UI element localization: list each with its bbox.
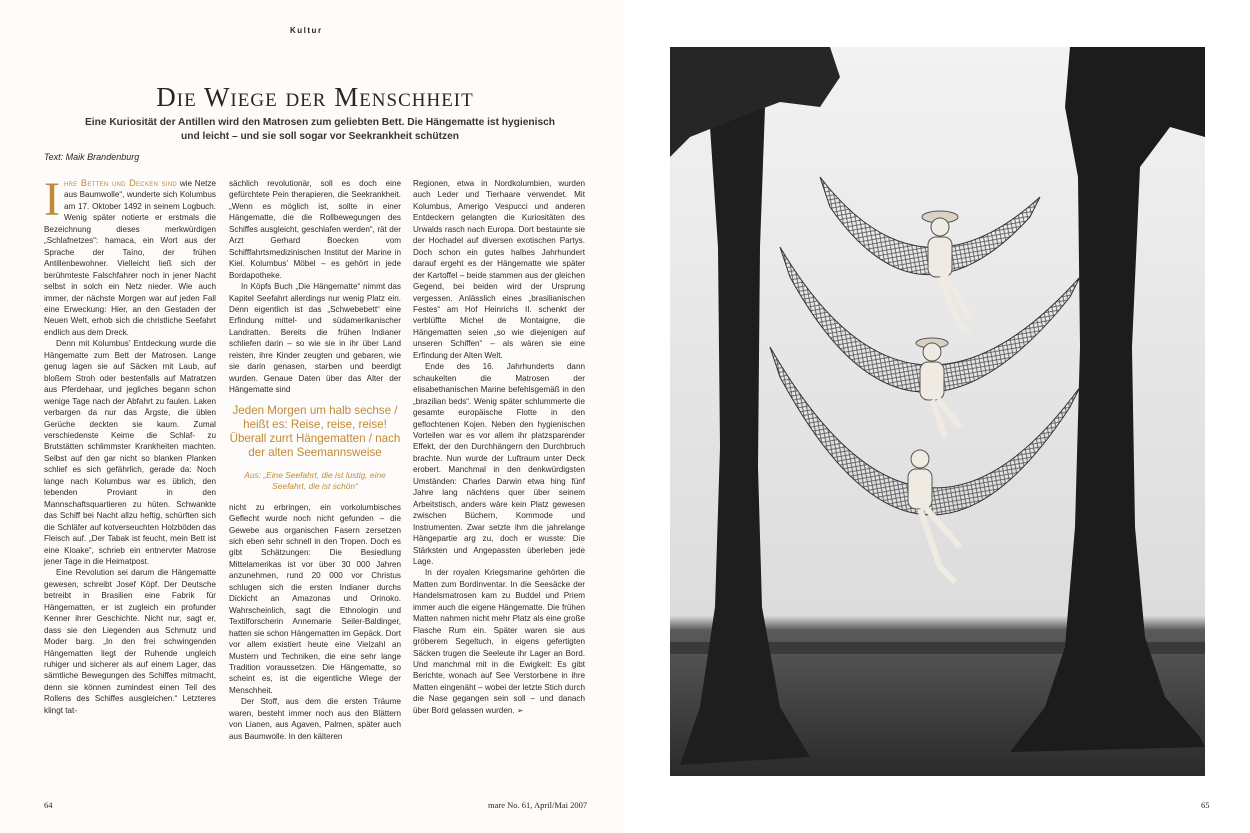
issue-line: mare No. 61, April/Mai 2007 <box>488 800 588 810</box>
article-title: Die Wiege der Menschheit <box>156 82 474 112</box>
paragraph: sächlich revolutionär, soll es doch eine gefürchtete Pein therapieren, die Seekrankheit. „Wenn es möglich ist, sollte in einer Hängematte, die die Rollbewegungen des Schiffes ausgleicht, geschlafen werden“, rät der Arzt Gerhard Boecken vom Schifffahrtsmedizinischen Institut der Marine in Kiel. Kolumbus’ Möbel – es gehört in jede Bordapotheke. <box>229 179 401 280</box>
hammock-photo <box>670 47 1205 776</box>
pull-quote: Jeden Morgen um halb sechse / heißt es: Reise, reise, reise! Überall zurrt Hängematten / nach der alten Seemannsweise <box>229 403 401 459</box>
paragraph: nicht zu erbringen, ein vorkolumbisches Geflecht wurde noch nicht gefunden – die Gewebe aus organischen Fasern zersetzen sich eben sehr schnell in den Tropen. Doch es gibt Schätzungen: Die Besiedlung Mittelamerikas ist vor über 30 000 Jahren anzunehmen, rund 20 000 vor Christus schlugen sich die ersten Indianer durchs Dickicht an Amazonas und Orinoko. Wahrscheinlich, sagt die Ethnologin und Textilforscherin Annemarie Seiler-Baldinger, hatten sie schon Hängematten im Gepäck. Dort vor allem existiert heute eine Vielzahl an Mustern und Techniken, die eine sehr lange Tradition voraussetzen. Die Hängematte, so scheint es, ist die eigentliche Wiege der Menschheit. <box>229 502 401 695</box>
right-page <box>625 0 1250 833</box>
paragraph: Denn mit Kolumbus’ Entdeckung wurde die Hängematte zum Bett der Matrosen. Lange genug lagen sie auf Säcken mit Laub, auf bloßem Stroh oder bestenfalls auf Matratzen aus Pferdehaar, und jegliches begann schon wenige Tage nach der Abfahrt zu faulen. Laken verbargen da nur das Ärgste, die üblen Gerüche deckten sie kaum. Zumal verschiedenste Keime die Schlaf- zu Brutstätten schlimmster Krankheiten machten. Selbst auf den gar nicht so blanken Planken schlief es sich gefährlich, gerade da: Noch lange nach Kolumbus war es üblich, den lebenden Proviant in den Mannschaftsquartieren zu hüten. Schwankte das Schiff bei Nacht allzu heftig, schürften sich die Schläfer auf kotverseuchten Holzböden das Fleisch auf. „Der Tabak ist feucht, mein Bett ist eine Kloake“, schrieb ein entnervter Matrose jener Tage in die Heimatpost. <box>44 339 216 566</box>
page-number-right: 65 <box>1201 800 1210 810</box>
author-line: Text: Maik Brandenburg <box>44 152 140 162</box>
paragraph: Der Stoff, aus dem die ersten Träume waren, besteht immer noch aus den Blättern von Lianen, aus Agaven, Palmen, später auch aus Baumwolle. In den kälteren <box>229 697 401 741</box>
drop-cap: I <box>44 173 60 226</box>
paragraph: Ihre Betten und Decken sind wie Netze aus Baumwolle“, wunderte sich Kolumbus am 17. Oktober 1492 in seinem Logbuch. Wenig später notierte er erstmals die Bezeichnung dieses merkwürdigen „Schlafnetzes“: hamaca, ein Wort aus der Sprache der Taíno, der frühen Antillenbewohner. Vielleicht ließ sich der berühmteste Falschfahrer noch in jener Nacht selbst in solch ein Netz nieder. Wie auch immer, der nächste Morgen war auf jeden Fall eine Erweckung: Hier, an den Gestaden der Neuen Welt, erhob sich die christliche Seefahrt endlich aus dem Dreck. <box>44 173 216 337</box>
text-column-2 <box>229 178 401 742</box>
pull-quote-source: Aus: „Eine Seefahrt, die ist lustig, eine Seefahrt, die ist schön“ <box>244 469 386 491</box>
paragraph: Ende des 16. Jahrhunderts dann schaukelten die Matrosen der elisabethanischen Marine befehlsgemäß in den „brazilian beds“. Wenig später schlummerte die gesamte europäische Flotte in den geflochtenen Kojen. Neben den hygienischen Vorteilen war es vor allem ihr platzsparender Effekt, der den Durchhängern den Durchbruch brachte. Nun wurde der Luftraum unter Deck erobert. Manchmal in den denkwürdigsten Umständen: Charles Darwin etwa hing fünf Jahre lang nächtens quer über seinem Arbeitstisch, anders wäre kein Platz gewesen zwischen Büchern, Kommode und Instrumenten. Zwar setzte ihm die jahrelange Hängepartie arg zu, doch er wusste: Die Stärksten und Angepassten überleben jede Lage. <box>413 362 585 566</box>
paragraph: Eine Revolution sei darum die Hängematte gewesen, schreibt Josef Köpf. Der Deutsche betreibt in Brasilien eine Fabrik für Hängematten, er ist zugleich ein profunder Kenner ihrer Geschichte. Nicht nur, sagt er, dass sie den Liegenden aus Schmutz und Moder barg. „In den frei schwingenden Hängematten liegt der Ruhende ungleich ruhiger und sicherer als auf einem Lager, das sämtliche Bewegungen des Schiffes mitmacht, denn sie können zumindest einen Teil des Rollens des Schiffes ausgleichen.“ Letzteres klingt tat- <box>44 568 216 715</box>
page-number-left: 64 <box>44 800 53 810</box>
paragraph: Regionen, etwa in Nordkolumbien, wurden auch Leder und Tierhaare verwendet. Mit Kolumbus, Amerigo Vespucci und anderen Entdeckern gelangten die Kuriositäten des Urwalds rasch nach Europa. Dort bestaunte sie der Hochadel auf diversen exotischen Partys. Doch schon ein gutes halbes Jahrhundert darauf ergeht es der Hängematte wie später der Kartoffel – beide stammen aus der gleichen Gegend, bei beiden wird der Ursprung vergessen. Anlässlich eines „brasilianischen Festes“ am Hof Heinrichs II. schenkt der verblüffte Michel de Montaigne, die Hängematten seien „so wie diejenigen auf unseren Schiffen“ – als wären sie eine Erfindung der Alten Welt. <box>413 179 585 360</box>
opening-words: hre Betten und Decken sind <box>63 178 178 188</box>
paragraph: In der royalen Kriegsmarine gehörten die Matten zum Bordinventar. In die Seesäcke der Handelsmatrosen kam zu Buddel und Priem immer auch die eigene Hängematte. Die frühen Matten nahmen nicht mehr Platz als eine große Flasche Rum ein. Später waren sie aus gröberem Segeltuch, in eigens gefertigten Säcken trugen die Seeleute ihr Lager an Bord. Und manchmal mit in die Ewigkeit: Es gibt Berichte, wonach auf See Verstorbene in ihre Matten eingenäht – wobei der letzte Stich durch die Nase gegangen sein soll – und danach über Bord gelassen wurden. ➢ <box>413 568 585 715</box>
section-label: Kultur <box>290 26 323 35</box>
text-column-1 <box>44 173 216 716</box>
article-lead: Eine Kuriosität der Antillen wird den Matrosen zum geliebten Bett. Die Hängematte ist hygienisch und leicht – und sie soll sogar vor Seekrankheit schützen <box>84 117 556 142</box>
paragraph: In Köpfs Buch „Die Hängematte“ nimmt das Kapitel Seefahrt allerdings nur wenig Platz ein. Denn eigentlich ist das „Schwebebett“ eine Erfindung mittel- und südamerikanischer Landratten. Bereits die frühen Indianer schliefen darin – so wie sie in ihr über Land reisten, ihre Kinder zeugten und gebaren, wie sie darin genasen, starben und beerdigt wurden. Genaue Daten über das Alter der Hängematte sind <box>229 282 401 395</box>
text-column-3 <box>413 178 585 716</box>
